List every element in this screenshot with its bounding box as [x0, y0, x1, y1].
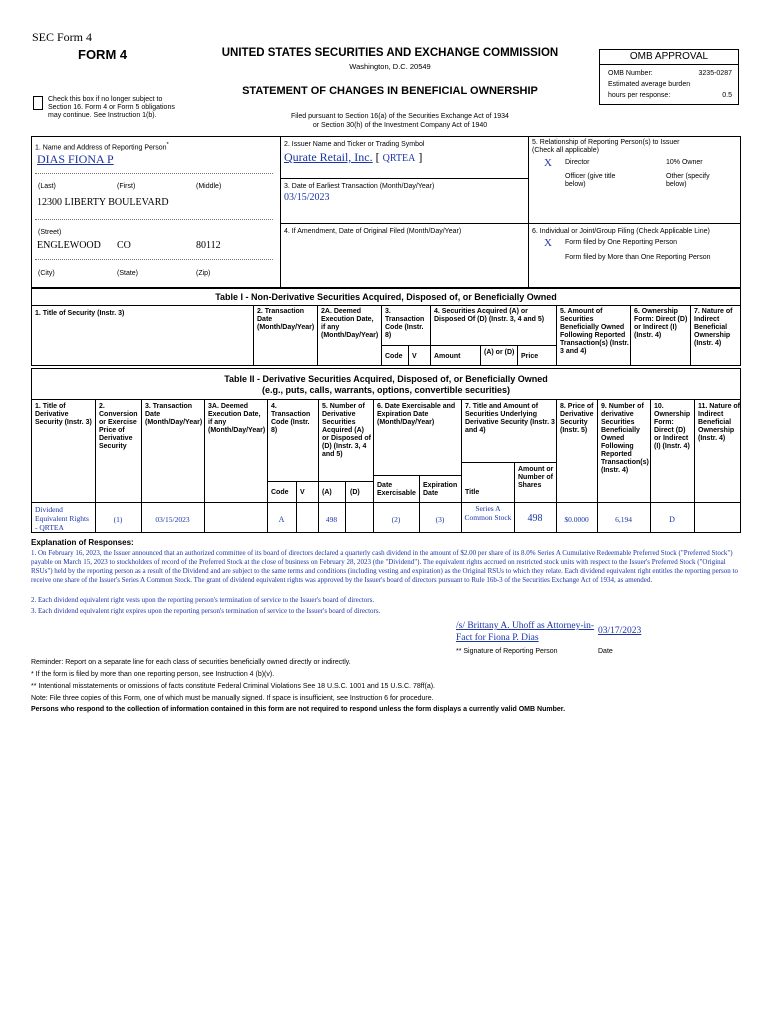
street-address: 12300 LIBERTY BOULEVARD [37, 197, 169, 208]
t2-row-date-exercisable: (2) [391, 515, 401, 524]
t2-col10: 10. Ownership Form: Direct (D) or Indirect (I) (Instr. 4) [654, 403, 691, 450]
no-longer-subject-checkbox[interactable] [33, 96, 43, 110]
issuer-name-link[interactable]: Qurate Retail, Inc. [284, 150, 373, 164]
explanation-note2: 2. Each dividend equivalent right vests upon the reporting person's termination of service to the Issuer's board of directors. [31, 596, 375, 604]
signature-date: 03/17/2023 [598, 626, 642, 636]
form-label: SEC Form 4 [32, 30, 93, 44]
t1-col7: 7. Nature of Indirect Beneficial Ownership (Instr. 4) [694, 308, 733, 347]
t2-row-date: 03/15/2023 [155, 515, 190, 524]
box5-label: 5. Relationship of Reporting Person(s) to Issuer [532, 139, 680, 146]
other-label1: Other (specify [666, 173, 710, 180]
officer-label1: Officer (give title [565, 173, 616, 180]
filed-pursuant-line2: or Section 30(h) of the Investment Company Act of 1940 [312, 122, 488, 129]
reminder-1: Reminder: Report on a separate line for each class of securities beneficially owned directly or indirectly. [31, 659, 351, 666]
t1-sub-v: V [412, 353, 417, 360]
omb-approval-box [599, 49, 739, 105]
t2-row-form: D [669, 515, 675, 524]
t2-row-code: A [278, 515, 285, 524]
t2-col3a: 3A. Deemed Execution Date, if any (Month/Day/Year) [208, 403, 266, 434]
t2-col11: 11. Nature of Indirect Beneficial Ownership (Instr. 4) [698, 403, 741, 442]
city-label: (City) [38, 270, 55, 277]
t2-row-price: $0.0000 [564, 515, 589, 524]
last-label: (Last) [38, 183, 56, 190]
t2-row-underlying-title: Series A Common Stock [464, 504, 512, 522]
signature-date-label: Date [598, 648, 613, 655]
t2-sub-code: Code [271, 489, 289, 496]
t1-col4: 4. Securities Acquired (A) or Disposed Of (D) (Instr. 3, 4 and 5) [434, 308, 545, 323]
box3-label: 3. Date of Earliest Transaction (Month/Day/Year) [284, 183, 435, 190]
t2-sub-amount: Amount or Number of Shares [518, 466, 554, 489]
t2-sub-expiration: Expiration Date [423, 482, 458, 497]
t2-row-owned: 6,194 [615, 515, 632, 524]
t1-sub-aord: (A) or (D) [484, 349, 515, 356]
explanation-note1: 1. On February 16, 2023, the Issuer announced that an authorized committee of its board of directors declared a quarterly cash dividend in the amount of $2.00 per share of its 8.0% Series A Cumulative Redeemable Preferred Stock ("Preferred Stock") payable on March 15, 2023 to stockholders of record of the Preferred Stock at the close of business on February 28, 2023 (the "Dividend"). The equivalent rights accrued on restricted stock units with respect to the Issuer's Preferred Stock ("Original RSUs") held by the reporting person as a result of the Dividend and are subject to the same terms and conditions (including vesting and expiration) as the Original RSUs to which they relate. Each dividend equivalent right entitles the reporting person to receive one share of the Issuer's Series A Common Stock. The grant of dividend equivalent rights was approved by the Issuer's board of directors pursuant to Rule 16b-3 of the Securities Exchange Act of 1934, as amended. [31, 549, 738, 584]
signature-label: ** Signature of Reporting Person [456, 648, 558, 655]
reminder-4: Note: File three copies of this Form, one of which must be manually signed. If space is insufficient, see Instruction 6 for procedure. [31, 695, 434, 702]
t2-sub-date-exercisable: Date Exercisable [377, 482, 416, 497]
t2-col2: 2. Conversion or Exercise Price of Derivative Security [99, 403, 138, 450]
city-value: ENGLEWOOD [37, 240, 101, 251]
agency-title: UNITED STATES SECURITIES AND EXCHANGE COMMISSION [221, 47, 559, 59]
box6-label: 6. Individual or Joint/Group Filing (Check Applicable Line) [532, 228, 710, 235]
omb-burden-label2: hours per response: [608, 92, 671, 99]
t2-col3: 3. Transaction Date (Month/Day/Year) [145, 403, 203, 426]
t2-col9: 9. Number of derivative Securities Beneficially Owned Following Reported Transaction(s) (Instr. 4) [601, 403, 649, 474]
state-label: (State) [117, 270, 139, 277]
t1-sub-code: Code [385, 353, 403, 360]
t2-col7: 7. Title and Amount of Securities Underlying Derivative Security (Instr. 3 and 4) [465, 403, 555, 434]
earliest-transaction-date: 03/15/2023 [284, 192, 330, 203]
state-value: CO [117, 240, 131, 251]
issuer-line: Qurate Retail, Inc. [ QRTEA ] [284, 150, 423, 164]
other-label2: below) [666, 181, 687, 188]
zip-label: (Zip) [196, 270, 211, 277]
agency-location: Washington, D.C. 20549 [349, 62, 431, 71]
table2-title1: Table II - Derivative Securities Acquired, Disposed of, or Beneficially Owned [224, 374, 548, 384]
t1-col2: 2. Transaction Date (Month/Day/Year) [257, 308, 315, 331]
one-person-mark[interactable]: X [544, 237, 552, 249]
t2-row-expiration: (3) [435, 515, 445, 524]
reminder-2: * If the form is filed by more than one reporting person, see Instruction 4 (b)(v). [31, 671, 275, 678]
signature-link[interactable]: /s/ Brittany A. Uhoff as Attorney-in-Fact for Fiona P. Dias [456, 621, 595, 643]
t2-col4: 4. Transaction Code (Instr. 8) [271, 403, 311, 434]
reminder-3: ** Intentional misstatements or omissions of facts constitute Federal Criminal Violations See 18 U.S.C. 1001 and 15 U.S.C. 78ff(a). [31, 683, 435, 690]
omb-title: OMB APPROVAL [600, 50, 738, 65]
ten-percent-owner-label: 10% Owner [666, 159, 703, 166]
reporting-person-name-link[interactable]: DIAS FIONA P [37, 152, 114, 166]
omb-burden-value: 0.5 [722, 92, 732, 99]
t2-row-title: Dividend Equivalent Rights - QRTEA [35, 505, 89, 532]
box2-label: 2. Issuer Name and Ticker or Trading Symbol [284, 141, 425, 148]
omb-burden-label1: Estimated average burden [608, 81, 691, 88]
first-label: (First) [117, 183, 136, 190]
box4-label: 4. If Amendment, Date of Original Filed (Month/Day/Year) [284, 228, 462, 235]
t2-col6: 6. Date Exercisable and Expiration Date (Month/Day/Year) [377, 403, 456, 426]
t2-sub-d: (D) [350, 489, 360, 496]
t2-row-underlying-amount: 498 [527, 513, 543, 524]
t1-col1: 1. Title of Security (Instr. 3) [35, 310, 125, 317]
box5-sublabel: (Check all applicable) [532, 147, 599, 154]
ticker-symbol: QRTEA [382, 153, 416, 164]
t2-sub-title: Title [465, 489, 480, 496]
table2-title2: (e.g., puts, calls, warrants, options, convertible securities) [261, 385, 511, 395]
reminder-5: Persons who respond to the collection of information contained in this form are not required to respond unless the form displays a currently valid OMB Number. [31, 706, 566, 713]
director-mark[interactable]: X [544, 157, 552, 169]
explanation-heading: Explanation of Responses: [31, 538, 134, 547]
zip-value: 80112 [196, 240, 221, 251]
street-label: (Street) [38, 229, 62, 236]
t1-sub-price: Price [521, 353, 539, 360]
one-person-label: Form filed by One Reporting Person [565, 239, 678, 246]
box1-label: 1. Name and Address of Reporting Person* [35, 142, 169, 152]
t2-row-conversion: (1) [113, 515, 123, 524]
t2-col8: 8. Price of Derivative Security (Instr. 5) [560, 403, 594, 434]
omb-number-value: 3235-0287 [698, 70, 732, 77]
t2-col1: 1. Title of Derivative Security (Instr. 3) [35, 403, 92, 426]
t1-col6: 6. Ownership Form: Direct (D) or Indirect (I) (Instr. 4) [634, 308, 688, 339]
t1-sub-amount: Amount [434, 353, 461, 360]
t1-col3: 3. Transaction Code (Instr. 8) [385, 308, 425, 339]
director-label: Director [565, 159, 590, 166]
form-title: FORM 4 [78, 47, 128, 62]
table1-title: Table I - Non-Derivative Securities Acquired, Disposed of, or Beneficially Owned [215, 292, 557, 302]
filed-pursuant-line1: Filed pursuant to Section 16(a) of the Securities Exchange Act of 1934 [291, 113, 509, 120]
statement-title: STATEMENT OF CHANGES IN BENEFICIAL OWNERSHIP [242, 85, 538, 97]
t1-col2a: 2A. Deemed Execution Date, if any (Month/Day/Year) [321, 308, 379, 339]
middle-label: (Middle) [196, 183, 222, 190]
t2-row-acquired: 498 [325, 515, 338, 524]
more-persons-label: Form filed by More than One Reporting Person [565, 254, 711, 261]
officer-label2: below) [565, 181, 586, 188]
omb-number-label: OMB Number: [608, 70, 653, 77]
t2-col5: 5. Number of Derivative Securities Acquired (A) or Disposed of (D) (Instr. 3, 4 and 5) [322, 403, 372, 458]
explanation-note3: 3. Each dividend equivalent right expires upon the reporting person's termination of service to the Issuer's board of directors. [31, 607, 381, 615]
checkbox-instruction: Check this box if no longer subject to Section 16. Form 4 or Form 5 obligations may continue. See Instruction 1(b). [48, 96, 175, 119]
t1-col5: 5. Amount of Securities Beneficially Owned Following Reported Transaction(s) (Instr. 3 and 4) [560, 308, 629, 355]
t2-sub-v: V [300, 489, 305, 496]
t2-sub-a: (A) [322, 489, 332, 496]
